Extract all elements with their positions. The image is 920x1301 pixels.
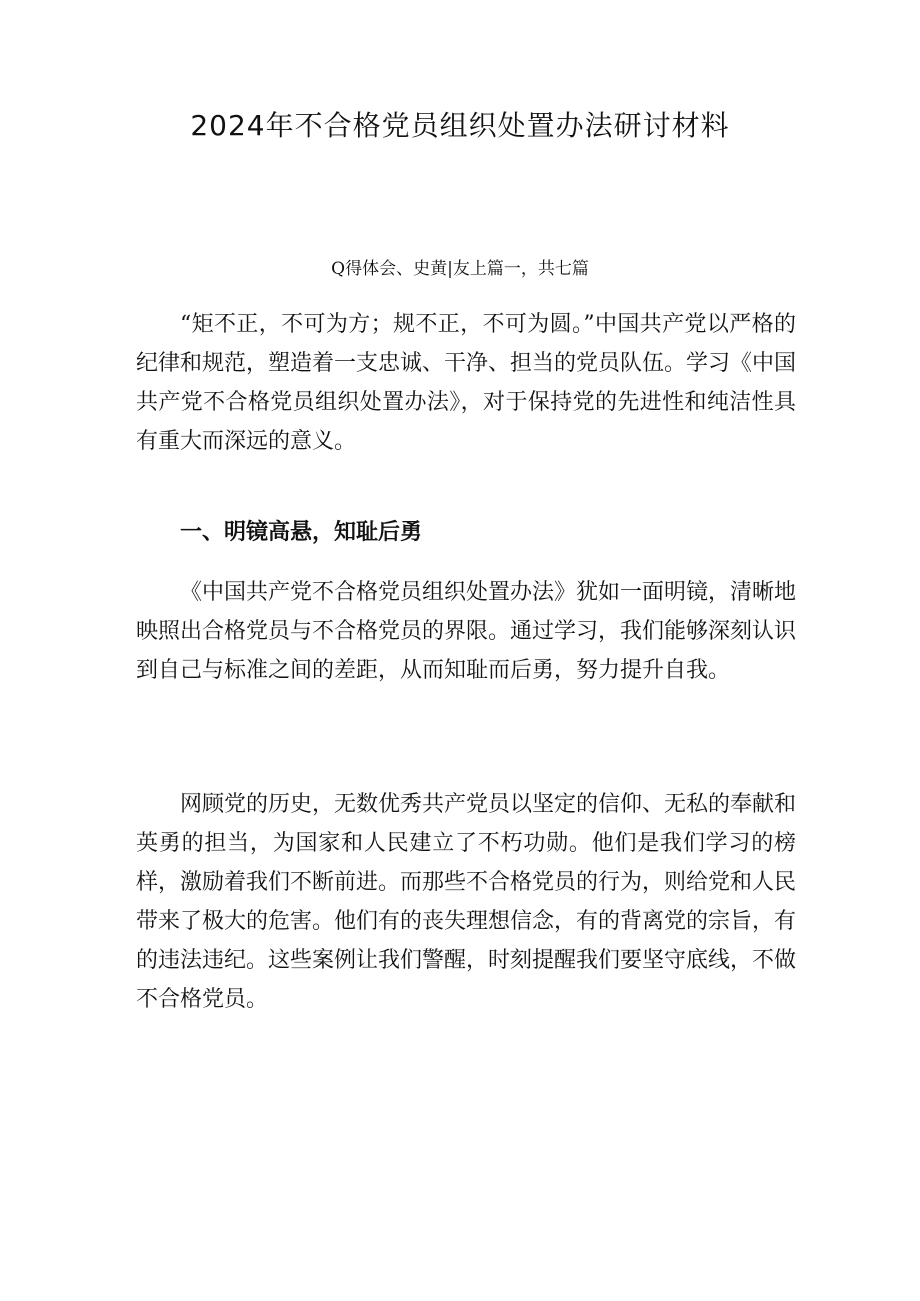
intro-paragraph: “矩不正，不可为方；规不正，不可为圆。”中国共产党以严格的纪律和规范，塑造着一支忠诚、干净、担当的党员队伍。学习《中国共产党不合格党员组织处置办法》，对于保持党的先进性和纯洁性具有重大而深远的意义。 (136, 312, 797, 454)
document-subtitle: Q得体会、史黄|友上篇一，共七篇 (331, 259, 589, 279)
section-heading: 一、明镜高悬，知耻后勇 (180, 520, 423, 545)
document-title: 2024年不合格党员组织处置办法研讨材料 (190, 109, 730, 142)
section-paragraph-1: 《中国共产党不合格党员组织处置办法》犹如一面明镜，清晰地映照出合格党员与不合格党员的界限。通过学习，我们能够深刻认识到自己与标准之间的差距，从而知耻而后勇，努力提升自我。 (136, 580, 797, 683)
section-paragraph-2: 网顾党的历史，无数优秀共产党员以坚定的信仰、无私的奉献和英勇的担当，为国家和人民建立了不朽功勋。他们是我们学习的榜样，激励着我们不断前进。而那些不合格党员的行为，则给党和人民带来了极大的危害。他们有的丧失理想信念，有的背离党的宗旨，有的违法违纪。这些案例让我们警醒，时刻提醒我们要坚守底线，不做不合格党员。 (136, 792, 797, 1012)
